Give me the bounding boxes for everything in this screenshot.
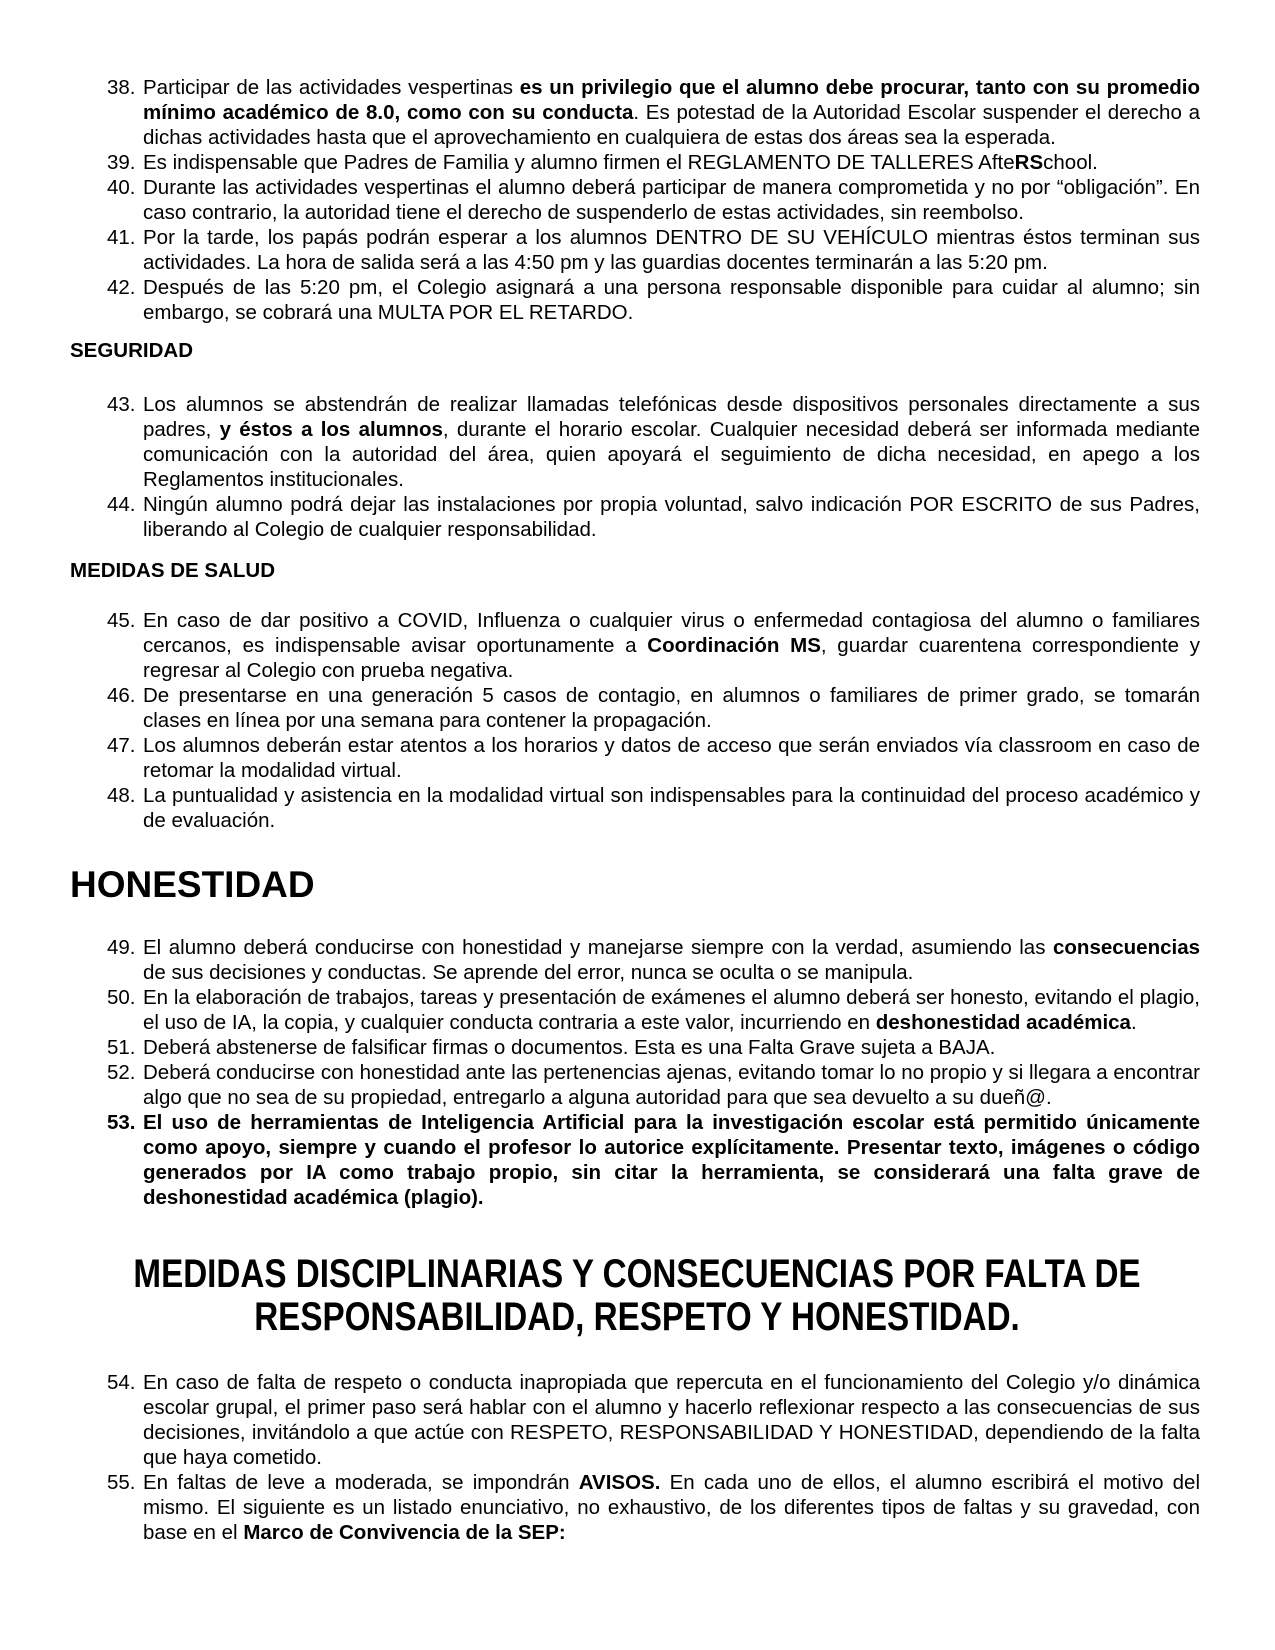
item-text xyxy=(143,275,1200,325)
item-number: 50. xyxy=(107,986,136,1009)
item-number: 48. xyxy=(107,784,136,807)
item-text xyxy=(143,75,1200,150)
item-number: 54. xyxy=(107,1371,136,1394)
text-run-bold: El uso de herramientas de Inteligencia Artificial para la investigación escolar está permitido únicamente como apoyo, siempre y cuando el profesor lo autorice explícitamente. Presentar texto, imágenes o código generados por IA como trabajo propio, sin citar la herramienta, se considerará una falta grave de deshonestidad académica (plagio). xyxy=(143,1111,1200,1209)
list-item-38 xyxy=(107,75,1200,150)
item-number: 47. xyxy=(107,734,136,757)
item-text xyxy=(143,985,1200,1035)
list-item-52 xyxy=(107,1060,1200,1110)
list-item-40 xyxy=(107,175,1200,225)
item-text xyxy=(143,492,1200,542)
item-number: 53. xyxy=(107,1111,136,1134)
list-item-51 xyxy=(107,1035,1200,1060)
list-item-54 xyxy=(107,1370,1200,1470)
text-run: Después de las 5:20 pm, el Colegio asignará a una persona responsable disponible para cuidar al alumno; sin embargo, se cobrará una MULTA POR EL RETARDO. xyxy=(143,276,1200,324)
item-text xyxy=(143,1370,1200,1470)
text-run: De presentarse en una generación 5 casos de contagio, en alumnos o familiares de primer grado, se tomarán clases en línea por una semana para contener la propagación. xyxy=(143,684,1200,732)
text-run: . xyxy=(1130,1011,1137,1034)
text-run: , durante el horario escolar. Cualquier necesidad deberá ser informada mediante comunicación con la autoridad del área, quien apoyará el seguimiento de dicha necesidad, en apego a los Reglamentos institucionales. xyxy=(143,418,1200,491)
list-item-41 xyxy=(107,225,1200,275)
text-run-bold: es un privilegio que el alumno debe procurar, tanto con su promedio mínimo académico de 8.0, como con su conducta xyxy=(143,76,1200,124)
text-run: Ningún alumno podrá dejar las instalaciones por propia voluntad, salvo indicación POR ESCRITO de sus Padres, liberando al Colegio de cualquier responsabilidad. xyxy=(143,493,1200,541)
item-text xyxy=(143,1060,1200,1110)
item-number: 43. xyxy=(107,393,136,416)
list-item-46 xyxy=(107,683,1200,733)
text-run: . Es potestad de la Autoridad Escolar suspender el derecho a dichas actividades hasta que el aprovechamiento en cualquiera de estas dos áreas sea la esperada. xyxy=(143,101,1200,149)
text-run: chool. xyxy=(1043,151,1098,174)
item-number: 44. xyxy=(107,493,136,516)
text-run: , guardar cuarentena correspondiente y regresar al Colegio con prueba negativa. xyxy=(143,634,1200,682)
rules-list-disciplina xyxy=(107,1370,1200,1545)
text-run: Participar de las actividades vespertinas xyxy=(143,76,520,99)
text-run: En la elaboración de trabajos, tareas y presentación de exámenes el alumno deberá ser honesto, evitando el plagio, el uso de IA, la copia, y cualquier conducta contraria a este valor, incurriendo en xyxy=(143,986,1200,1034)
item-number: 38. xyxy=(107,76,136,99)
text-run: En faltas de leve a moderada, se impondrán xyxy=(143,1471,579,1494)
item-text xyxy=(143,392,1200,492)
text-run: La puntualidad y asistencia en la modalidad virtual son indispensables para la continuidad del proceso académico y de evaluación. xyxy=(143,784,1200,832)
text-run-bold: consecuencias xyxy=(1053,936,1200,959)
list-item-43 xyxy=(107,392,1200,492)
list-item-47 xyxy=(107,733,1200,783)
item-text xyxy=(143,935,1200,985)
list-item-48 xyxy=(107,783,1200,833)
item-number: 41. xyxy=(107,226,136,249)
text-run-bold: y éstos a los alumnos xyxy=(219,418,443,441)
item-number: 49. xyxy=(107,936,136,959)
list-item-55 xyxy=(107,1470,1200,1545)
item-text xyxy=(143,608,1200,683)
text-run: Deberá conducirse con honestidad ante las pertenencias ajenas, evitando tomar lo no propio y si llegara a encontrar algo que no sea de su propiedad, entregarlo a alguna autoridad para que sea devuelto a su dueñ@. xyxy=(143,1061,1200,1109)
text-run-bold: Marco de Convivencia de la SEP: xyxy=(243,1521,566,1544)
list-item-49 xyxy=(107,935,1200,985)
text-run-bold: AVISOS. xyxy=(578,1471,661,1494)
item-text xyxy=(143,150,1200,175)
item-text xyxy=(143,1470,1200,1545)
list-item-44 xyxy=(107,492,1200,542)
item-text xyxy=(143,683,1200,733)
section-heading-seguridad: SEGURIDAD xyxy=(70,339,194,362)
list-item-53 xyxy=(107,1110,1200,1210)
text-run-bold: deshonestidad académica xyxy=(875,1011,1131,1034)
item-number: 52. xyxy=(107,1061,136,1084)
text-run: En caso de falta de respeto o conducta inapropiada que repercuta en el funcionamiento del Colegio y/o dinámica escolar grupal, el primer paso será hablar con el alumno y hacerlo reflexionar respecto a las consecuencias de sus decisiones, invitándolo a que actúe con RESPETO, RESPONSABILIDAD Y HONESTIDAD, dependiendo de la falta que haya cometido. xyxy=(143,1371,1200,1469)
text-run: El alumno deberá conducirse con honestidad y manejarse siempre con la verdad, asumiendo las xyxy=(143,936,1053,959)
item-number: 40. xyxy=(107,176,136,199)
text-run: En cada uno de ellos, el alumno escribirá el motivo del mismo. El siguiente es un listado enunciativo, no exhaustivo, de los diferentes tipos de faltas y su gravedad, con base en el xyxy=(143,1471,1201,1544)
rules-list-salud xyxy=(107,608,1200,833)
text-run: Los alumnos se abstendrán de realizar llamadas telefónicas desde dispositivos personales directamente a sus padres, xyxy=(143,393,1200,441)
rules-list-honestidad xyxy=(107,935,1200,1210)
text-run: de sus decisiones y conductas. Se aprende del error, nunca se oculta o se manipula. xyxy=(143,961,914,984)
item-number: 51. xyxy=(107,1036,136,1059)
item-text xyxy=(143,1110,1200,1210)
item-number: 42. xyxy=(107,276,136,299)
item-number: 39. xyxy=(107,151,136,174)
list-item-39 xyxy=(107,150,1200,175)
item-text xyxy=(143,225,1200,275)
item-text xyxy=(143,733,1200,783)
rules-list-general xyxy=(107,75,1200,325)
item-text xyxy=(143,175,1200,225)
item-number: 46. xyxy=(107,684,136,707)
section-heading-medidas-disciplinarias: MEDIDAS DISCIPLINARIAS Y CONSECUENCIAS POR FALTA DE RESPONSABILIDAD, RESPETO Y HONESTIDAD. xyxy=(133,1252,1141,1339)
text-run: Los alumnos deberán estar atentos a los horarios y datos de acceso que serán enviados vía classroom en caso de retomar la modalidad virtual. xyxy=(143,734,1200,782)
item-number: 55. xyxy=(107,1471,136,1494)
text-run-bold: Coordinación MS xyxy=(647,634,821,657)
list-item-45 xyxy=(107,608,1200,683)
text-run: Por la tarde, los papás podrán esperar a los alumnos DENTRO DE SU VEHÍCULO mientras éstos terminan sus actividades. La hora de salida será a las 4:50 pm y las guardias docentes terminarán a las 5:20 pm. xyxy=(143,226,1200,274)
text-run: Durante las actividades vespertinas el alumno deberá participar de manera comprometida y no por “obligación”. En caso contrario, la autoridad tiene el derecho de suspenderlo de estas actividades, sin reembolso. xyxy=(143,176,1200,224)
list-item-42 xyxy=(107,275,1200,325)
item-text xyxy=(143,783,1200,833)
rules-list-seguridad xyxy=(107,392,1200,542)
section-heading-honestidad: HONESTIDAD xyxy=(70,864,315,905)
list-item-50 xyxy=(107,985,1200,1035)
text-run: Es indispensable que Padres de Familia y alumno firmen el REGLAMENTO DE TALLERES Afte xyxy=(143,151,1015,174)
section-heading-medidas-de-salud: MEDIDAS DE SALUD xyxy=(70,559,276,582)
text-run: Deberá abstenerse de falsificar firmas o documentos. Esta es una Falta Grave sujeta a BAJA. xyxy=(143,1036,996,1059)
text-run: En caso de dar positivo a COVID, Influenza o cualquier virus o enfermedad contagiosa del alumno o familiares cercanos, es indispensable avisar oportunamente a xyxy=(143,609,1200,657)
text-run-bold: RS xyxy=(1014,151,1044,174)
item-number: 45. xyxy=(107,609,136,632)
item-text xyxy=(143,1035,1200,1060)
